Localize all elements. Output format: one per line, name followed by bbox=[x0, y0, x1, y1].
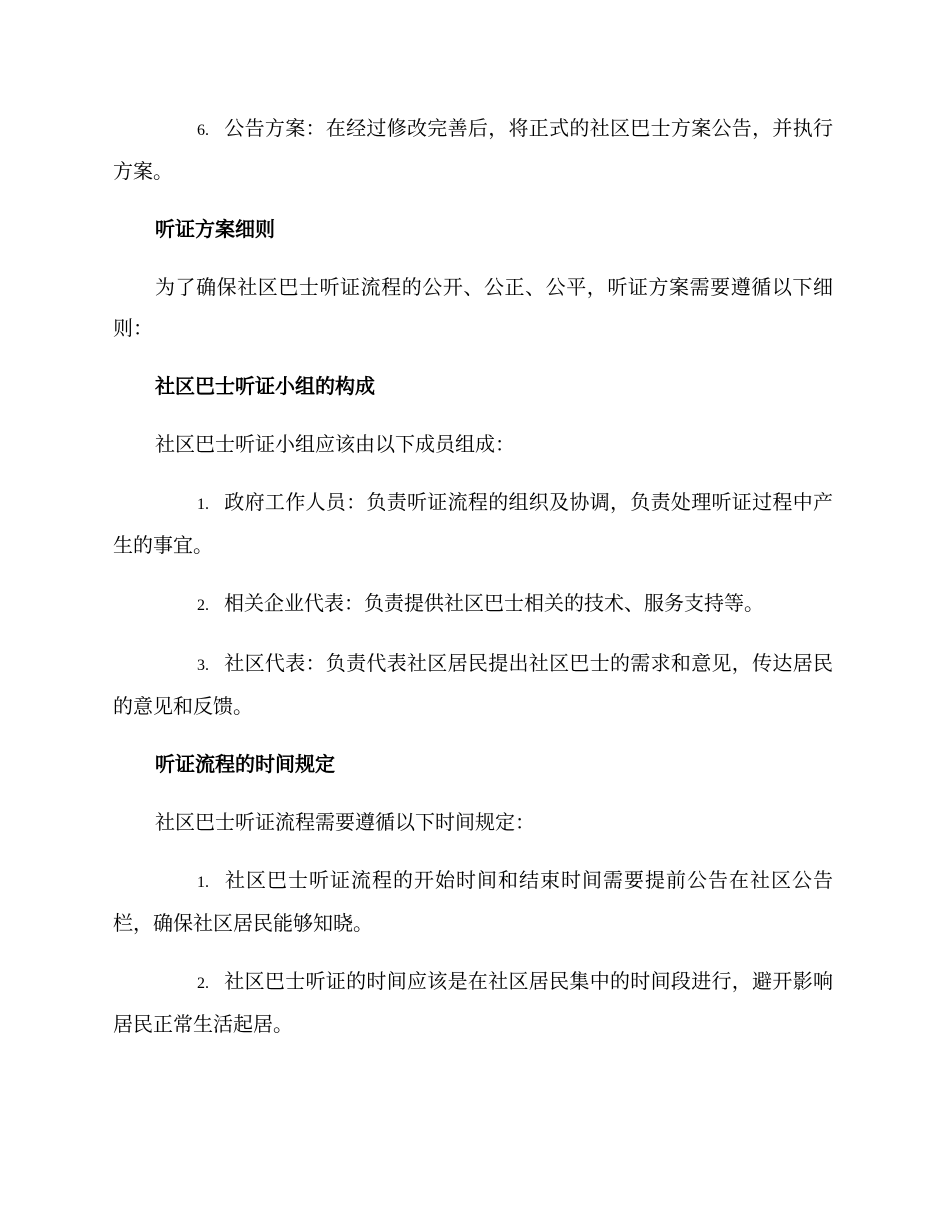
document-body bbox=[113, 108, 833, 1062]
list-number: 6. bbox=[197, 122, 209, 139]
list-item-text: 相关企业代表：负责提供社区巴士相关的技术、服务支持等。 bbox=[224, 591, 764, 615]
list-item-text: 社区巴士听证的时间应该是在社区居民集中的时间段进行，避开影响居民正常生活起居。 bbox=[113, 969, 833, 1036]
list-item-text: 公告方案：在经过修改完善后，将正式的社区巴士方案公告，并执行方案。 bbox=[113, 116, 833, 183]
paragraph: 社区巴士听证小组应该由以下成员组成： bbox=[155, 432, 515, 456]
list-number: 1. bbox=[197, 496, 209, 513]
list-item bbox=[113, 961, 833, 1045]
paragraph: 社区巴士听证流程需要遵循以下时间规定： bbox=[155, 810, 535, 834]
section-heading: 听证方案细则 bbox=[155, 217, 275, 241]
list-number: 3. bbox=[197, 657, 209, 674]
list-number: 2. bbox=[197, 975, 209, 992]
section-heading: 社区巴士听证小组的构成 bbox=[155, 374, 375, 398]
list-item bbox=[113, 108, 833, 192]
list-item bbox=[113, 860, 833, 944]
paragraph: 为了确保社区巴士听证流程的公开、公正、公平，听证方案需要遵循以下细则： bbox=[113, 275, 833, 340]
list-item bbox=[113, 643, 833, 727]
list-item bbox=[113, 583, 833, 626]
list-item bbox=[113, 482, 833, 566]
list-number: 1. bbox=[197, 874, 209, 891]
list-item-text: 政府工作人员：负责听证流程的组织及协调，负责处理听证过程中产生的事宜。 bbox=[113, 490, 833, 557]
list-item-text: 社区代表：负责代表社区居民提出社区巴士的需求和意见，传达居民的意见和反馈。 bbox=[113, 651, 833, 718]
list-item-text: 社区巴士听证流程的开始时间和结束时间需要提前公告在社区公告栏，确保社区居民能够知晓。 bbox=[113, 868, 833, 935]
section-heading: 听证流程的时间规定 bbox=[155, 752, 335, 776]
list-number: 2. bbox=[197, 597, 209, 614]
